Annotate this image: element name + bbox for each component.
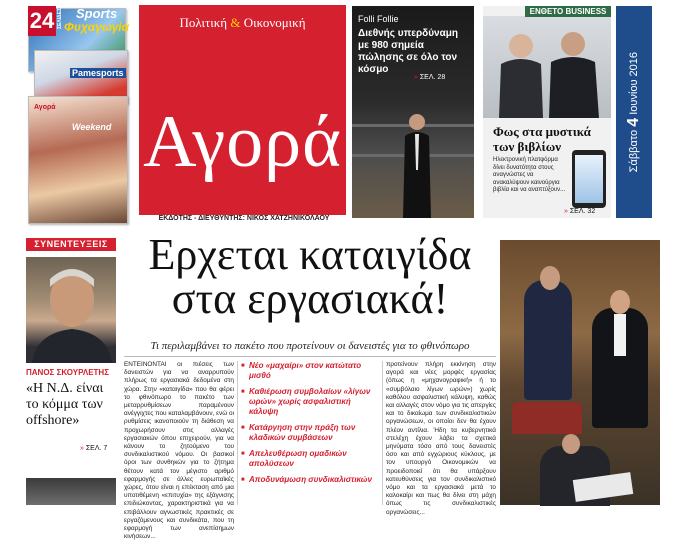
- smartphone-image: [572, 150, 606, 208]
- divider-line: [124, 356, 496, 357]
- key-point: ■ Αποδυνάμωση συνδικαλιστικών: [241, 475, 379, 485]
- parliament-photo[interactable]: [500, 240, 660, 505]
- pages-count-label: ΣΕΛΙΔΕΣ: [57, 8, 63, 29]
- column-separator: [382, 361, 383, 505]
- teaser-headline: Διεθνής υπερδύναμη με 980 σημεία πώλησης σε όλο τον κόσμο: [358, 28, 458, 75]
- key-points-list: [241, 361, 379, 505]
- interviewee-name: ΠΑΝΟΣ ΣΚΟΥΡΛΕΤΗΣ: [26, 368, 110, 377]
- pages-count-badge: 24: [28, 6, 56, 36]
- folli-follie-teaser[interactable]: [352, 6, 474, 218]
- editor-line: ΕΚΔΟΤΗΣ - ΔΙΕΥΘΥΝΤΗΣ: ΝΙΚΟΣ ΧΑΤΖΗΝΙΚΟΛΑΟΥ: [158, 215, 330, 222]
- businessman-photo: [402, 110, 432, 218]
- pamesports-insert-title: Pamesports: [72, 68, 124, 78]
- page-reference: » ΣΕΛ. 28: [414, 74, 446, 81]
- business-title: Φως στα μυστικά των βιβλίων: [493, 124, 591, 154]
- headline-line-1: Ερχεται καταιγίδα: [148, 230, 472, 279]
- founders-photo: [483, 16, 611, 118]
- interviews-tag: ΣΥΝΕΝΤΕΥΞΕΙΣ: [26, 238, 116, 251]
- business-summary: Ηλεκτρονική πλατφόρμα δίνει δυνατότητα στους αναγνώστες να ανακαλύψουν καινούργια βιβλία και να αναπτύξουν...: [493, 157, 566, 193]
- story-column-3: προτείνουν πλήρη εκκίνηση στην αγορά και νέες μορφές εργασίας (όπως η «μηχανογραφική» ή το «συμβόλαιο λίγων ωρών») χωρίς καθόλου ασφαλιστική κάλυψη, καθώς και αλλαγές στον νόμο για τις απεργίες και το δικαίωμα των συνδικαλιστικών οργανώσεων, οι οποίοι δεν θα έχουν πλέον αντίλια. Ήδη τα κυβερνητικά στελέχη έχουν λάβει τα σχετικά μηνύματα τόσο από τους δανειστές όσο και από εγχώριους κύκλους, με τον υπουργό Οικονομικών να προειδοποιεί ότι θα υπάρξουν κατευθύνσεις για τον συνδικαλιστικό νόμο και τα εργασιακά μετά το καλοκαίρι και πως θα δίνει στη μάχη όπως τις συνδικαλιστικές οργανώσεις...: [386, 361, 496, 516]
- column-separator: [237, 361, 238, 505]
- bottom-story-photo: [26, 478, 116, 505]
- key-point: ■ Απελευθέρωση ομαδικών απολύσεων: [241, 449, 379, 469]
- portrait-photo: [26, 257, 116, 363]
- agora-mini-logo: Αγορά: [34, 104, 56, 111]
- key-point: ■ Κατάργηση στην πράξη των κλαδικών συμβάσεων: [241, 423, 379, 443]
- weekend-insert-title: Weekend: [72, 122, 112, 132]
- newspaper-logo: Αγορά: [143, 101, 342, 183]
- page-reference: » ΣΕΛ. 7: [80, 445, 108, 452]
- teaser-kicker: Folli Follie: [358, 14, 399, 24]
- page-reference: » ΣΕΛ. 32: [564, 208, 596, 215]
- weekend-magazine-cover: [28, 96, 128, 224]
- masthead[interactable]: [139, 5, 346, 215]
- key-point: ■ Καθιέρωση συμβολαίων «λίγων ωρών» χωρίς ασφαλιστική κάλυψη: [241, 387, 379, 417]
- story-column-1: ΕΝΤΕΙΝΟΝΤΑΙ οι πιέσεις των δανειστών για να αναρρυπούν πλήρως τα εργασιακά δεδομένα στη χώρα. Στην «καταιγίδα» που θα φέρει το φθινόπωρο το πακέτο των μεταρρυθμίσεων παραμένουν ανέγγιχτες που καταλαμβάνουν, ενώ οι ρυθμίσεις ικανοποιούν τη διάθεση να προχωρήσουν στις αλλαγές εργασιακών όπου επιχειρούν, για να κάνουν το ζητούμενο του συνδικαλιστικού νόμου. Οι βασικοί όροι των συνθηκών για το ζήτημα θέτουν κατά τον μέγιστο αριθμό εφαρμογής σε άλλες ευρωπαϊκές χώρες, ότου είναι η επέκταση από μια υποτιθέμενη «επιτυχία» της εξάγνισης επιδιώκοντας, χαρακτηριστικά για να επιβάλλουν αγνωστικές πρακτικές σε εργαζόμενους και συνδικάτα, που τη εφαρμογή των ανεπίσημων κινήσεων...: [124, 361, 234, 541]
- main-deck: Τι περιλαμβάνει το πακέτο που προτείνουν οι δανειστές για το φθινόπωρο: [150, 340, 470, 352]
- interviewee-photo[interactable]: [26, 257, 116, 363]
- sports-insert-title: Sports: [76, 6, 118, 21]
- insert-magazines[interactable]: [24, 4, 132, 226]
- main-headline[interactable]: [124, 230, 496, 323]
- issue-date: Σάββατο 4 Ιουνίου 2016: [625, 51, 642, 173]
- interview-quote[interactable]: «Η Ν.Δ. είναι το κόμμα των offshore»: [26, 381, 104, 428]
- two-men-photo: [483, 16, 611, 118]
- page-margin: [652, 0, 685, 228]
- key-point: ■ Νέο «μαχαίρι» στον κατώτατο μισθό: [241, 361, 379, 381]
- headline-line-2: στα εργασιακά!: [171, 274, 449, 323]
- masthead-subtitle: Πολιτική & Οικονομική: [179, 15, 306, 30]
- entertainment-insert-title: Φυχαγωγία: [64, 20, 130, 34]
- business-insert-tag: ΕΝΘΕΤΟ BUSINESS: [525, 6, 611, 17]
